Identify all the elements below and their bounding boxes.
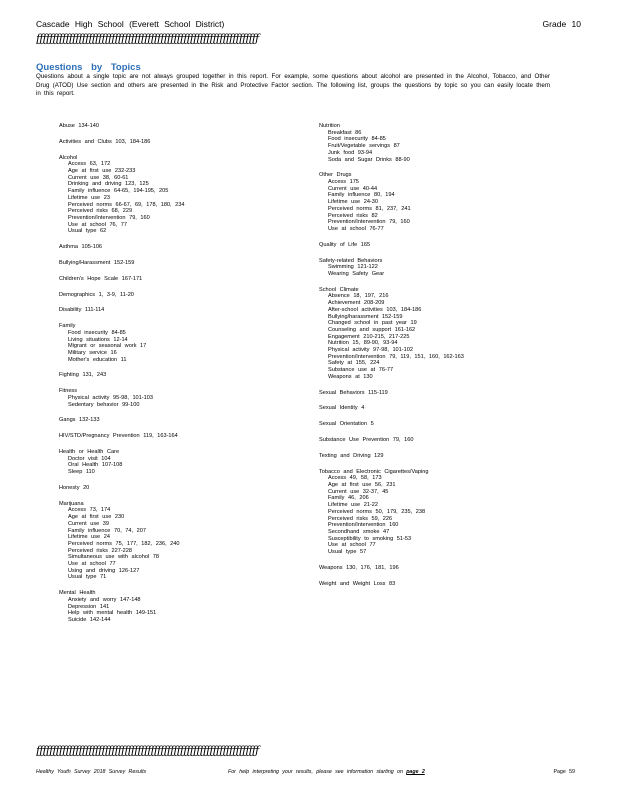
topic-subitem: Junk food 93-94	[328, 149, 373, 156]
topic-name: Sexual Orientation 5	[319, 421, 374, 428]
grade-label: Grade 10	[542, 19, 581, 29]
topic-subitem: Help with mental health 149-151	[68, 610, 157, 617]
topic-subitem: Current use 38, 60-61	[68, 174, 129, 181]
topic-subitem: Family influence 80, 194	[328, 192, 395, 199]
topic-name: Safety-related Behaviors	[319, 257, 383, 264]
topic-name: Demographics 1, 3-9, 11-20	[59, 291, 134, 298]
topic-block	[59, 307, 299, 314]
topic-subitem: Oral Health 107-108	[68, 462, 123, 469]
topic-name: Weight and Weight Loss 83	[319, 580, 396, 587]
topic-name: Abuse 134-140	[59, 123, 99, 129]
topic-block	[319, 437, 559, 444]
topic-subitem: Migrant or seasonal work 17	[68, 343, 147, 350]
topic-subitem: Family influence 70, 74, 207	[68, 527, 146, 534]
topic-subitem: Changed school in past year 19	[328, 320, 417, 327]
topic-name: Marijuana	[59, 500, 84, 507]
topic-subitem: Lifetime use 24-30	[328, 199, 379, 206]
topic-name: Tobacco and Electronic Cigarettes/Vaping	[319, 468, 429, 475]
topic-subitem: Prevention/Intervention 79, 160	[68, 214, 150, 221]
topic-subitem: Prevention/Intervention 160	[328, 522, 399, 529]
topic-name: Substance Use Prevention 79, 160	[319, 437, 414, 444]
topic-block	[319, 421, 559, 428]
topic-subitem: Physical activity 95-98, 101-103	[68, 394, 153, 401]
topic-subitem: Substance use at 76-77	[328, 367, 394, 374]
topic-block	[59, 590, 299, 624]
topic-block	[59, 260, 299, 267]
topic-block	[59, 123, 299, 130]
topic-name: Fitness	[59, 388, 78, 395]
topic-subitem: Perceived norms 66-67, 69, 178, 180, 234	[68, 201, 185, 208]
topic-name: Family	[59, 323, 76, 330]
topic-subitem: Physical activity 97-98, 101-102	[328, 347, 413, 354]
topic-name: School Climate	[319, 286, 359, 293]
topic-name: Nutrition	[319, 123, 340, 129]
topic-block	[319, 453, 559, 460]
topic-subitem: Lifetime use 24	[68, 534, 110, 541]
topic-name: Sexual Behaviors 115-119	[319, 389, 388, 396]
topic-subitem: Family 46, 206	[328, 495, 369, 502]
topic-block	[59, 433, 299, 440]
top-ornament-rule: ƒƒƒƒƒƒƒƒƒƒƒƒƒƒƒƒƒƒƒƒƒƒƒƒƒƒƒƒƒƒƒƒƒƒƒƒƒƒƒƒƒƒƒƒƒƒƒƒƒƒƒƒƒƒƒƒƒƒƒƒƒƒƒƒƒƒƒƒ	[36, 33, 259, 45]
topic-subitem: Perceived norms 81, 237, 241	[328, 205, 411, 212]
page-number: Page 59	[553, 769, 575, 775]
topic-subitem: Breakfast 86	[328, 129, 362, 136]
topic-block	[59, 139, 299, 146]
topic-block	[59, 323, 299, 363]
topic-name: Texting and Driving 129	[319, 452, 384, 459]
topic-column-left	[59, 123, 299, 633]
topic-subitem: Doctor visit 104	[68, 455, 111, 462]
bottom-ornament-rule: ƒƒƒƒƒƒƒƒƒƒƒƒƒƒƒƒƒƒƒƒƒƒƒƒƒƒƒƒƒƒƒƒƒƒƒƒƒƒƒƒƒƒƒƒƒƒƒƒƒƒƒƒƒƒƒƒƒƒƒƒƒƒƒƒƒƒƒƒ	[36, 745, 259, 757]
topic-subitem: After-school activities 103, 184-186	[328, 306, 422, 313]
topic-subitem: Use at school 77	[328, 542, 376, 549]
topic-subitem: Lifetime use 23	[68, 194, 110, 201]
footer-help-text	[228, 769, 425, 775]
topic-subitem: Soda and Sugar Drinks 88-90	[328, 156, 410, 163]
topic-block	[59, 292, 299, 299]
topic-name: HIV/STD/Pregnancy Prevention 119, 163-164	[59, 433, 178, 440]
topic-subitem: Age at first use 56, 231	[328, 482, 396, 489]
footer-help-prefix: For help interpreting your results, please see information starting on	[228, 769, 403, 775]
topic-name: Asthma 105-106	[59, 244, 103, 251]
topic-subitem: Safety at 155, 224	[328, 360, 380, 367]
intro-paragraph: Questions about a single topic are not always grouped together in this report. For example, some questions about alcohol are presented in the Alcohol, Tobacco, and Other Drug (ATOD) Use section and others are presented in the Risk and Protective Factor section. The following list, groups the questions by topic so you can easily locate them in this report.	[36, 73, 550, 98]
topic-subitem: Drinking and driving 123, 125	[68, 181, 149, 188]
topic-block	[59, 485, 299, 492]
topic-subitem: Lifetime use 21-22	[328, 502, 379, 509]
topic-name: Honesty 20	[59, 484, 90, 491]
topic-subitem: Prevention/Intervention 79, 160	[328, 219, 410, 226]
topic-column-right	[319, 123, 559, 596]
topic-block	[59, 155, 299, 235]
topic-subitem: Suicide 142-144	[68, 617, 111, 624]
footer-survey-name: Healthy Youth Survey 2018 Survey Results	[36, 769, 147, 775]
topic-subitem: Using and driving 126-127	[68, 567, 140, 574]
topic-subitem: Sedentary behavior 99-100	[68, 401, 140, 408]
topic-block	[59, 417, 299, 424]
topic-subitem: Wearing Safety Gear	[328, 270, 385, 277]
topic-subitem: Achievement 208-209	[328, 300, 385, 307]
topic-subitem: Use at school 77	[68, 561, 116, 568]
topic-subitem: Bullying/harassment 152-159	[328, 313, 403, 320]
topic-block	[319, 581, 559, 588]
topic-subitem: Family influence 64-65, 194-195, 205	[68, 188, 169, 195]
topic-name: Alcohol	[59, 154, 78, 161]
topic-subitem: Age at first use 232-233	[68, 168, 136, 174]
topic-block	[59, 372, 299, 379]
topic-block	[319, 469, 559, 556]
topic-subitem: Depression 141	[68, 603, 110, 610]
topic-name: Quality of Life 165	[319, 241, 371, 248]
topic-subitem: Food insecurity 84-85	[328, 136, 386, 143]
topic-subitem: Anxiety and worry 147-148	[68, 596, 141, 603]
topic-block	[319, 405, 559, 412]
topic-subitem: Living situations 12-14	[68, 336, 128, 343]
topic-block	[319, 258, 559, 278]
topic-subitem: Use at school 76-77	[328, 225, 384, 232]
topic-subitem: Access 73, 174	[68, 507, 111, 514]
topic-subitem: Access 49, 58, 173	[328, 475, 382, 482]
topic-subitem: Mother's education 11	[68, 356, 127, 363]
footer-page-link[interactable]: page 2	[406, 769, 425, 775]
topic-subitem: Susceptibility to smoking 51-53	[328, 535, 412, 542]
topic-subitem: Access 175	[328, 179, 359, 186]
topic-subitem: Usual type 71	[68, 574, 107, 581]
topic-name: Sexual Identity 4	[319, 405, 365, 412]
topic-name: Disability 111-114	[59, 307, 105, 314]
topic-block	[59, 388, 299, 408]
topic-name: Activities and Clubs 103, 184-186	[59, 138, 151, 145]
topic-subitem: Current use 32-37, 45	[328, 488, 389, 495]
topic-block	[319, 565, 559, 572]
topic-subitem: Usual type 62	[68, 228, 107, 235]
topic-subitem: Nutrition 15, 89-90, 93-94	[328, 340, 398, 347]
topic-subitem: Military service 16	[68, 349, 117, 356]
topic-subitem: Engagement 210-215, 217-225	[328, 333, 410, 340]
topic-subitem: Weapons at 130	[328, 373, 373, 380]
topic-name: Gangs 132-133	[59, 417, 100, 424]
topic-subitem: Perceived risks 68, 229	[68, 208, 133, 215]
topic-subitem: Age at first use 230	[68, 514, 125, 521]
school-name: Cascade High School (Everett School District)	[36, 19, 225, 29]
section-title: Questions by Topics	[36, 62, 141, 73]
topic-subitem: Access 63, 172	[68, 161, 111, 168]
topic-name: Other Drugs	[319, 172, 352, 179]
topic-subitem: Perceived norms 50, 179, 235, 238	[328, 508, 426, 515]
topic-block	[59, 276, 299, 283]
topic-subitem: Prevention/Intervention 79, 119, 151, 160, 162-163	[328, 353, 464, 360]
topic-subitem: Simultaneous use with alcohol 78	[68, 554, 160, 561]
topic-subitem: Perceived risks 227-228	[68, 547, 133, 554]
topic-subitem: Perceived risks 82	[328, 212, 378, 219]
topic-subitem: Swimming 121-122	[328, 264, 378, 271]
topic-block	[319, 172, 559, 232]
topic-subitem: Use at school 76, 77	[68, 221, 127, 228]
topic-block	[319, 123, 559, 163]
topic-name: Mental Health	[59, 590, 96, 597]
topic-subitem: Fruit/Vegetable servings 87	[328, 143, 400, 150]
topic-subitem: Current use 40-44	[328, 185, 378, 192]
topic-block	[319, 287, 559, 381]
topic-subitem: Secondhand smoke 47	[328, 528, 390, 535]
topic-block	[319, 390, 559, 397]
topic-subitem: Food insecurity 84-85	[68, 329, 126, 336]
topic-block	[59, 244, 299, 251]
topic-name: Weapons 130, 176, 181, 196	[319, 564, 399, 571]
topic-subitem: Perceived risks 59, 226	[328, 515, 393, 522]
topic-subitem: Current use 39	[68, 520, 110, 527]
topic-subitem: Counseling and support 161-162	[328, 326, 416, 333]
topic-name: Bullying/Harassment 152-159	[59, 259, 135, 266]
topic-subitem: Perceived norms 75, 177, 182, 236, 240	[68, 540, 180, 547]
topic-subitem: Absence 18, 197, 216	[328, 293, 389, 300]
topic-name: Fighting 131, 243	[59, 372, 107, 379]
topic-name: Health or Health Care	[59, 449, 120, 456]
topic-subitem: Sleep 110	[68, 469, 95, 476]
topic-block	[59, 449, 299, 476]
topic-block	[59, 501, 299, 581]
topic-name: Children's Hope Scale 167-171	[59, 275, 143, 282]
topic-block	[319, 242, 559, 249]
topic-subitem: Usual type 57	[328, 549, 367, 556]
